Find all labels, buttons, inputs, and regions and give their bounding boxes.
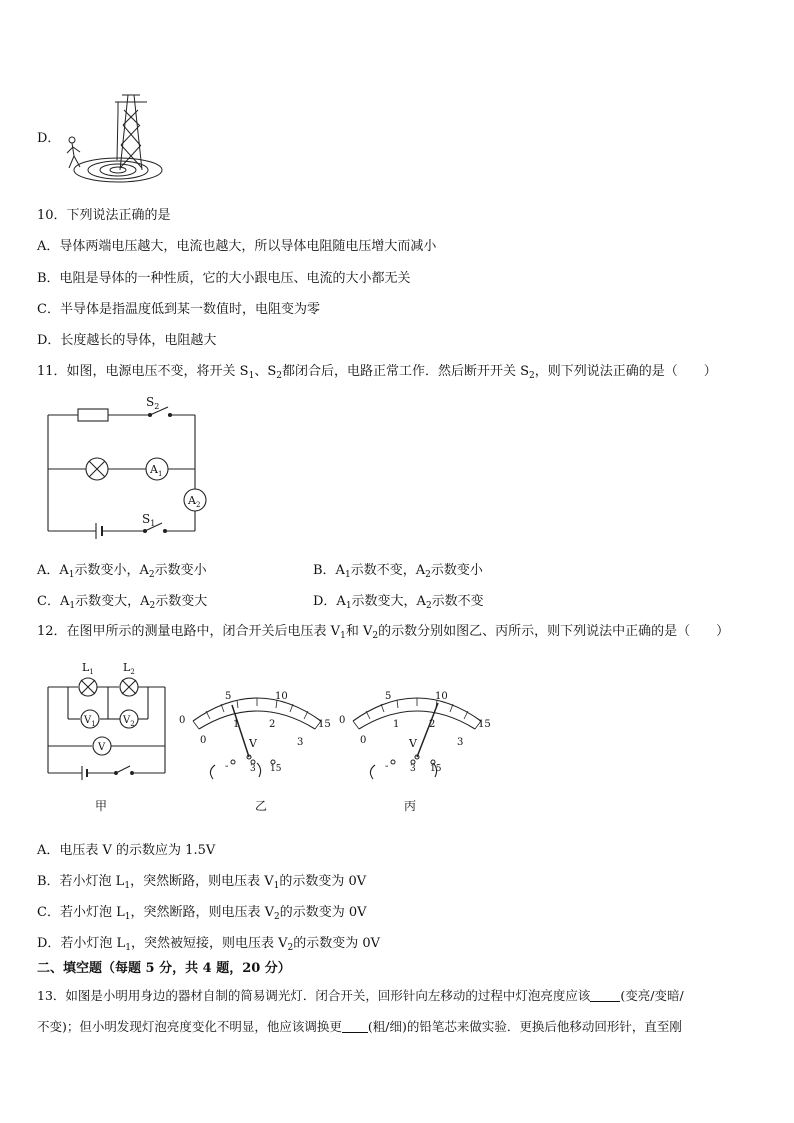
q13-line2: 不变)；但小明发现灯泡亮度变化不明显，他应该调换更 (粗/细)的铅笔芯来做实验．更换后他移动回形针，直至刚 (37, 1019, 682, 1034)
l1-label: L (82, 661, 90, 674)
tick-upper-5: 5 (225, 691, 232, 702)
svg-text:A1: $A_1$ (150, 463, 163, 478)
terminal-neg: - (225, 761, 229, 772)
terminal-15: 15 (270, 764, 282, 774)
a2-label: A (188, 494, 196, 507)
tick-upper-15: 15 (478, 719, 491, 730)
terminal-15: 15 (430, 764, 442, 774)
svg-text:L1: $L_1$ (82, 661, 94, 676)
svg-text:S2: $S_2$ (146, 395, 160, 411)
s1-label: S (142, 512, 151, 526)
q10-option-b: B．电阻是导体的一种性质，它的大小跟电压、电流的大小都无关 (37, 271, 411, 286)
q12-meter-bing (335, 683, 495, 783)
q11-stem: 11．如图，电源电压不变，将开关 $S_1$、$S_2$都闭合后，电路正常工作．然后断开开关 $S_2$，则下列说法正确的是（ ） (37, 364, 717, 381)
tick-upper-15: 15 (318, 719, 331, 730)
svg-text:V1: $V_1$ (84, 715, 96, 728)
tick-lower-2: 2 (269, 719, 276, 730)
tick-upper-10: 10 (275, 691, 288, 702)
q12-option-b: B．若小灯泡 $L_1$，突然断路，则电压表 $V_1$的示数变为 0V (37, 874, 367, 891)
q9-option-d-label: D． (37, 131, 61, 146)
switch-symbol (116, 766, 130, 773)
meter-symbol: V (249, 737, 257, 750)
tick-upper-0: 0 (339, 715, 346, 726)
tick-lower-1: 1 (393, 719, 400, 730)
tick-upper-5: 5 (385, 691, 392, 702)
q10-stem: 10．下列说法正确的是 (37, 208, 171, 223)
q11-circuit-diagram (40, 395, 220, 545)
v-label: V (98, 742, 106, 753)
caption-bing: 丙 (404, 799, 417, 813)
q13-line1: 13．如图是小明用身边的器材自制的简易调光灯．闭合开关，回形针向左移动的过程中灯泡亮度应该 (变亮/变暗/ (37, 988, 684, 1003)
l2-label: L (123, 661, 131, 674)
v1-label: V (84, 715, 92, 726)
q12-stem: 12．在图甲所示的测量电路中，闭合开关后电压表 $V_1$和 $V_2$的示数分别如图乙、丙所示，则下列说法中正确的是（ ） (37, 624, 730, 641)
q10-option-d: D．长度越长的导体，电阻越大 (37, 333, 217, 348)
q12-option-a: A．电压表 V 的示数应为 1.5V (37, 843, 216, 858)
tick-lower-0: 0 (360, 735, 367, 746)
meter-symbol: V (409, 737, 417, 750)
q12-option-c: C．若小灯泡 $L_1$，突然断路，则电压表 $V_2$的示数变为 0V (37, 905, 367, 922)
tick-lower-3: 3 (457, 737, 464, 748)
tick-upper-10: 10 (435, 691, 448, 702)
caption-jia: 甲 (95, 799, 108, 813)
svg-text:V2: $V_2$ (123, 715, 135, 728)
q13-blank-2[interactable] (342, 1019, 368, 1033)
terminal-neg: - (385, 761, 389, 772)
q11-option-c: C．$A_1$示数变大，$A_2$示数变大 (37, 594, 208, 611)
svg-text:L2: $L_2$ (123, 661, 135, 676)
power-tower-illustration (60, 90, 160, 190)
q11-option-b: B．$A_1$示数不变，$A_2$示数变小 (313, 563, 483, 580)
q12-circuit-jia (40, 655, 170, 780)
q10-option-a: A．导体两端电压越大，电流也越大，所以导体电阻随电压增大而减小 (37, 239, 437, 254)
a1-label: A (150, 463, 158, 476)
tick-lower-1: 1 (233, 719, 240, 730)
terminal-3: 3 (410, 764, 416, 774)
s2-label: S (146, 395, 155, 409)
q12-meter-yi (175, 683, 335, 783)
v2-label: V (123, 715, 131, 726)
svg-text:A2: $A_2$ (188, 494, 201, 509)
q11-option-d: D．$A_1$示数变大，$A_2$示数不变 (313, 594, 484, 611)
svg-text:S1: $S_1$ (142, 512, 156, 528)
tick-lower-3: 3 (297, 737, 304, 748)
q10-option-c: C．半导体是指温度低到某一数值时，电阻变为零 (37, 302, 320, 317)
terminal-3: 3 (250, 764, 256, 774)
tick-upper-0: 0 (179, 715, 186, 726)
q13-blank-1[interactable] (590, 988, 620, 1002)
caption-yi: 乙 (255, 799, 268, 813)
q12-option-d: D．若小灯泡 $L_1$，突然被短接，则电压表 $V_2$的示数变为 0V (37, 936, 380, 953)
tick-lower-2: 2 (429, 719, 436, 730)
section-heading: 二、填空题（每题 5 分，共 4 题，20 分） (37, 961, 291, 976)
tick-lower-0: 0 (200, 735, 207, 746)
resistor-symbol (78, 409, 108, 421)
q11-option-a: A．$A_1$示数变小，$A_2$示数变小 (37, 563, 207, 580)
